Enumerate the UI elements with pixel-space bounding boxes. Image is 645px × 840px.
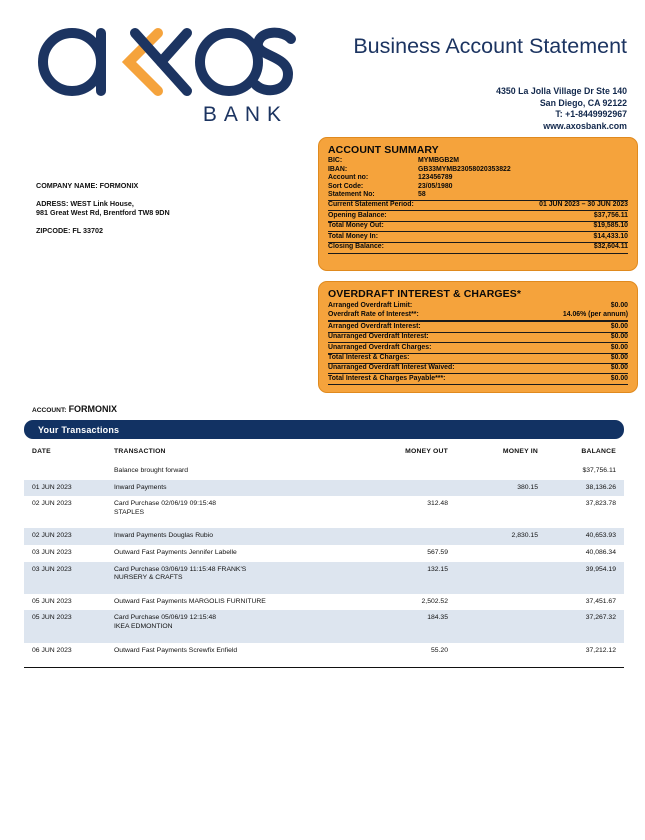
account-summary-plain-rows xyxy=(328,157,628,200)
cell-date: 02 JUN 2023 xyxy=(32,500,72,508)
summary-row-label: Sort Code: xyxy=(328,182,364,190)
table-row xyxy=(24,594,624,611)
cell-money-out xyxy=(352,528,448,545)
bank-address-block xyxy=(496,86,627,132)
axos-bank-logo xyxy=(36,22,296,127)
overdraft-charge-row xyxy=(328,373,628,385)
overdraft-row-value: 14.06% (per annum) xyxy=(562,310,628,318)
cell-balance: $37,756.11 xyxy=(582,467,616,474)
summary-balance-row xyxy=(328,200,628,210)
summary-row xyxy=(328,166,628,175)
cell-transaction xyxy=(114,545,352,562)
overdraft-charge-value: $0.00 xyxy=(610,343,628,351)
cell-transaction xyxy=(114,480,352,497)
statement-title: Business Account Statement xyxy=(353,34,627,58)
summary-balance-label: Total Money Out: xyxy=(328,222,384,230)
cell-date: 03 JUN 2023 xyxy=(24,562,114,594)
overdraft-charge-row xyxy=(328,332,628,342)
overdraft-charge-value: $0.00 xyxy=(610,374,628,382)
cell-money-in xyxy=(448,610,538,642)
column-header-money-out: MONEY OUT xyxy=(405,448,448,455)
transactions-table-head xyxy=(24,446,624,463)
overdraft-panel xyxy=(318,281,638,393)
summary-balance-value: 01 JUN 2023 – 30 JUN 2023 xyxy=(539,201,628,209)
summary-row xyxy=(328,191,628,200)
summary-balance-label: Opening Balance: xyxy=(328,211,387,219)
summary-row-value: GB33MYMB23058020353822 xyxy=(418,165,511,173)
overdraft-charge-label: Arranged Overdraft Interest: xyxy=(328,322,421,330)
summary-row-label: Account no: xyxy=(328,174,369,182)
cell-date: 05 JUN 2023 xyxy=(32,597,72,605)
cell-transaction xyxy=(114,562,352,594)
cell-transaction xyxy=(114,496,352,528)
cell-money-in xyxy=(448,562,538,594)
company-zipcode: ZIPCODE: FL 33702 xyxy=(36,226,103,235)
transactions-table-body xyxy=(24,463,624,668)
cell-transaction-line-1: Outward Fast Payments Jennifer Labelle xyxy=(114,548,237,556)
cell-money-out: 2,502.52 xyxy=(421,597,448,605)
account-holder-line xyxy=(32,404,117,414)
cell-date xyxy=(24,463,114,480)
summary-row xyxy=(328,183,628,192)
account-holder-value: FORMONIX xyxy=(68,404,118,414)
summary-balance-row xyxy=(328,210,628,220)
table-header-row xyxy=(24,446,624,463)
cell-transaction xyxy=(114,463,352,480)
summary-balance-value: $14,433.10 xyxy=(593,232,628,240)
cell-money-out: 55.20 xyxy=(352,643,448,668)
overdraft-charge-row xyxy=(328,363,628,373)
cell-money-out xyxy=(352,480,448,497)
cell-date: 06 JUN 2023 xyxy=(24,643,114,668)
cell-date: 05 JUN 2023 xyxy=(24,610,114,642)
summary-balance-row xyxy=(328,221,628,231)
cell-transaction xyxy=(114,610,352,642)
cell-money-out: 184.35 xyxy=(352,610,448,642)
summary-row xyxy=(328,157,628,166)
summary-row-label: Statement No: xyxy=(328,191,375,199)
transactions-table xyxy=(24,446,624,668)
cell-transaction-line-2: IKEA EDMONTION xyxy=(114,622,173,630)
cell-money-in xyxy=(448,545,538,562)
bank-address-line-1: 4350 La Jolla Village Dr Ste 140 xyxy=(496,86,627,96)
company-info-block xyxy=(36,181,170,235)
cell-balance: 40,653.93 xyxy=(538,528,624,545)
summary-row-value: 23/05/1980 xyxy=(418,182,453,190)
cell-transaction-line-2: NURSERY & CRAFTS xyxy=(114,574,183,582)
overdraft-row-label: Arranged Overdraft Limit: xyxy=(328,301,413,309)
table-row xyxy=(24,480,624,497)
table-row xyxy=(24,545,624,562)
cell-money-in: 2,830.15 xyxy=(448,528,538,545)
column-header-balance: BALANCE xyxy=(581,448,616,455)
account-summary-lined-rows xyxy=(328,200,628,254)
summary-balance-row xyxy=(328,242,628,254)
column-header-date: DATE xyxy=(32,448,51,455)
company-name: COMPANY NAME: FORMONIX xyxy=(36,181,139,190)
cell-money-out: 567.59 xyxy=(427,548,448,556)
cell-transaction xyxy=(114,528,352,545)
transactions-banner: Your Transactions xyxy=(24,420,624,439)
company-info-spacer-1 xyxy=(36,190,170,199)
cell-transaction-line-1: Balance brought forward xyxy=(114,467,189,474)
cell-money-in xyxy=(448,643,538,668)
statement-header xyxy=(0,0,645,132)
overdraft-plain-rows xyxy=(328,301,628,321)
overdraft-charge-row xyxy=(328,342,628,352)
table-row xyxy=(24,562,624,594)
summary-balance-value: $19,585.10 xyxy=(593,222,628,230)
bank-website: www.axosbank.com xyxy=(543,120,627,131)
cell-transaction-line-1: Inward Payments Douglas Rubio xyxy=(114,532,213,540)
cell-money-out: 312.48 xyxy=(427,500,448,508)
table-row xyxy=(24,496,624,528)
summary-balance-label: Closing Balance: xyxy=(328,243,384,251)
overdraft-charge-label: Total Interest & Charges Payable***: xyxy=(328,374,446,382)
summary-row-label: IBAN: xyxy=(328,165,348,173)
summary-row-value: 123456789 xyxy=(418,174,453,182)
company-address-line-1: ADRESS: WEST Link House, xyxy=(36,199,134,208)
column-header-money-in: MONEY IN xyxy=(502,448,538,455)
cell-date: 03 JUN 2023 xyxy=(32,548,72,556)
cell-balance: 40,086.34 xyxy=(585,548,616,556)
cell-money-out xyxy=(352,463,448,480)
cell-money-in xyxy=(448,496,538,528)
overdraft-charge-label: Total Interest & Charges: xyxy=(328,354,410,362)
table-row xyxy=(24,643,624,668)
cell-transaction xyxy=(114,643,352,668)
summary-row-value: 58 xyxy=(418,191,426,199)
summary-balance-value: $32,604.11 xyxy=(593,243,628,251)
overdraft-row xyxy=(328,301,628,310)
summary-row-value: MYMBGB2M xyxy=(418,157,459,164)
cell-transaction-line-1: Outward Fast Payments MARGOLIS FURNITURE xyxy=(114,597,266,605)
overdraft-charge-value: $0.00 xyxy=(610,354,628,362)
axos-wordmark-icon xyxy=(36,22,296,102)
column-header-transaction: TRANSACTION xyxy=(114,448,166,455)
overdraft-charge-label: Unarranged Overdraft Charges: xyxy=(328,343,432,351)
cell-balance: 39,954.19 xyxy=(538,562,624,594)
cell-transaction-line-1: Outward Fast Payments Screwfix Enfield xyxy=(114,646,238,654)
cell-transaction-line-1: Inward Payments xyxy=(114,483,167,491)
account-summary-panel xyxy=(318,137,638,271)
company-info-spacer-2 xyxy=(36,217,170,226)
overdraft-charge-row xyxy=(328,321,628,331)
account-summary-title: ACCOUNT SUMMARY xyxy=(328,144,439,156)
overdraft-charge-row xyxy=(328,353,628,363)
table-row xyxy=(24,528,624,545)
bank-address-line-2: San Diego, CA 92122 xyxy=(539,97,627,108)
cell-date: 02 JUN 2023 xyxy=(24,528,114,545)
cell-transaction-line-1: Card Purchase 02/06/19 09:15:48 xyxy=(114,500,217,508)
summary-balance-label: Total Money In: xyxy=(328,232,379,240)
cell-balance: 37,267.32 xyxy=(538,610,624,642)
summary-balance-row xyxy=(328,231,628,241)
overdraft-row-value: $0.00 xyxy=(610,301,628,309)
cell-money-out: 132.15 xyxy=(352,562,448,594)
cell-balance: 37,451.67 xyxy=(585,597,616,605)
summary-balance-label: Current Statement Period: xyxy=(328,201,414,209)
overdraft-charge-value: $0.00 xyxy=(610,364,628,372)
cell-date: 01 JUN 2023 xyxy=(24,480,114,497)
summary-balance-value: $37,756.11 xyxy=(593,211,628,219)
company-address-line-2: 981 Great West Rd, Brentford TW8 9DN xyxy=(36,208,170,217)
cell-transaction xyxy=(114,594,352,611)
summary-row-label: BIC: xyxy=(328,157,343,164)
table-row xyxy=(24,463,624,480)
cell-balance: 37,823.78 xyxy=(585,500,616,508)
overdraft-title: OVERDRAFT INTEREST & CHARGES* xyxy=(328,288,522,300)
summary-row xyxy=(328,174,628,183)
cell-transaction-line-1: Card Purchase 05/06/19 12:15:48 xyxy=(114,614,217,622)
cell-balance: 37,212.12 xyxy=(538,643,624,668)
overdraft-row-label: Overdraft Rate of Interest**: xyxy=(328,310,419,318)
cell-transaction-line-2: STAPLES xyxy=(114,508,145,516)
logo-bank-text: BANK xyxy=(202,103,288,126)
overdraft-charge-value: $0.00 xyxy=(610,333,628,341)
bank-phone: T: +1-8449992967 xyxy=(555,109,627,120)
overdraft-charge-label: Unarranged Overdraft Interest Waived: xyxy=(328,364,455,372)
overdraft-charge-value: $0.00 xyxy=(610,322,628,330)
cell-money-in xyxy=(448,463,538,480)
cell-money-in: 380.15 xyxy=(448,480,538,497)
overdraft-row xyxy=(328,310,628,321)
cell-balance: 38,136.26 xyxy=(538,480,624,497)
table-row xyxy=(24,610,624,642)
overdraft-lined-rows xyxy=(328,321,628,385)
overdraft-charge-label: Unarranged Overdraft Interest: xyxy=(328,333,429,341)
account-holder-label: ACCOUNT: xyxy=(32,407,67,414)
cell-transaction-line-1: Card Purchase 03/06/19 11:15:48 FRANK'S xyxy=(114,565,247,573)
cell-money-in xyxy=(448,594,538,611)
